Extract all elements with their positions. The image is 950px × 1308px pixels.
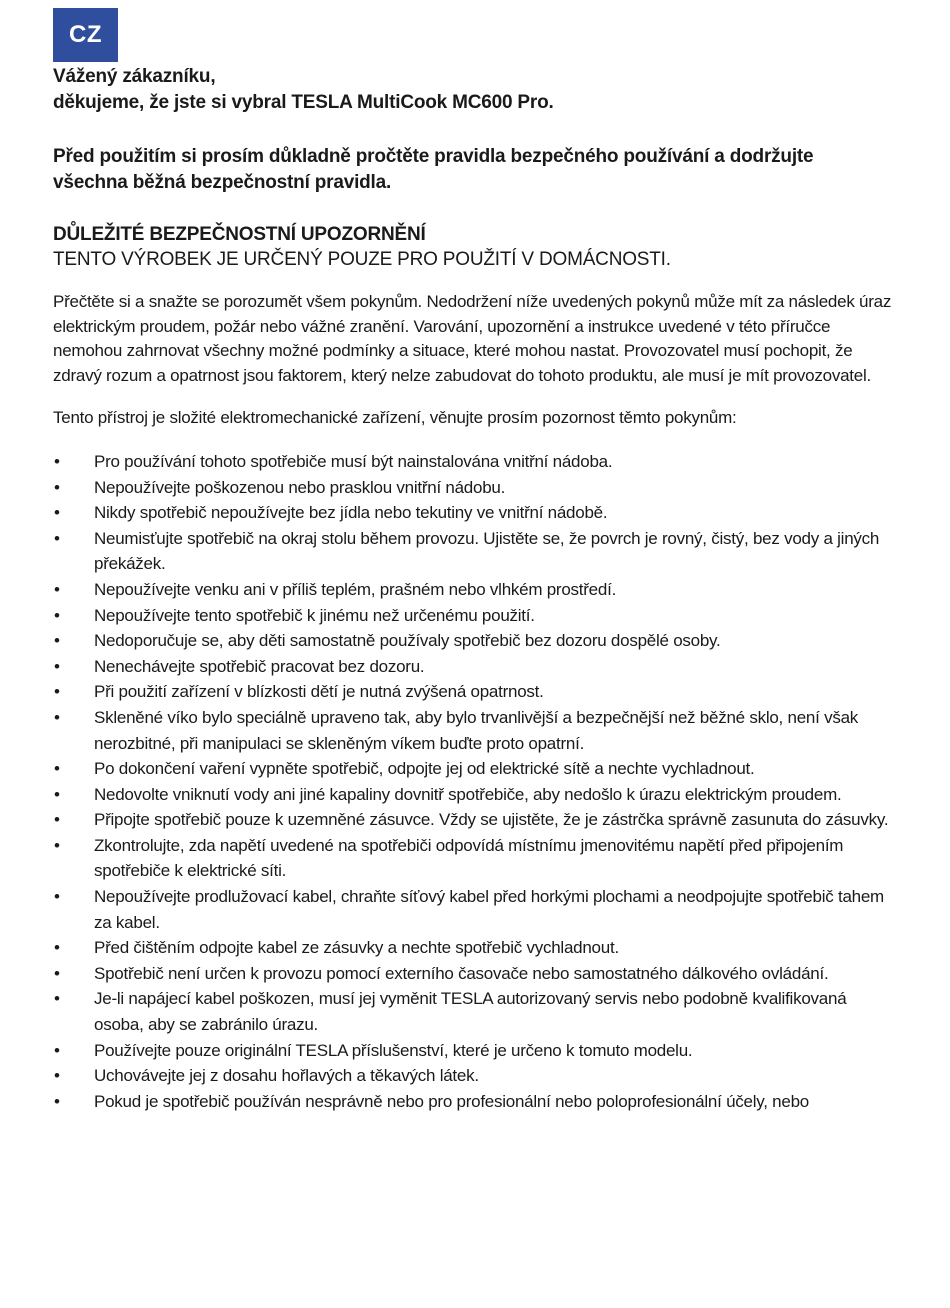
list-item <box>53 782 893 808</box>
list-item <box>53 986 893 1037</box>
bullet-icon: • <box>54 810 60 830</box>
bullet-icon: • <box>54 503 60 523</box>
greeting-line-2: děkujeme, že jste si vybral TESLA MultiCook MC600 Pro. <box>53 92 554 113</box>
greeting-line-1: Vážený zákazníku, <box>53 66 216 87</box>
instructions-paragraph: Přečtěte si a snažte se porozumět všem pokynům. Nedodržení níže uvedených pokynů může mít za následek úraz elektrickým proudem, požár nebo vážné zranění. Varování, upozornění a instrukce uvedené v této příručce nemohou zahrnovat všechny možné podmínky a situace, které mohou nastat. Provozovatel musí pochopit, že zdravý rozum a opatrnost jsou faktorem, který nelze zabudovat do tohoto produktu, ale musí je mít provozovatel. <box>53 292 892 385</box>
list-item <box>53 833 893 884</box>
list-item <box>53 449 893 475</box>
bullet-icon: • <box>54 989 60 1009</box>
list-item-text: Připojte spotřebič pouze k uzemněné zásuvce. Vždy se ujistěte, že je zástrčka správně zasunuta do zásuvky. <box>94 810 889 830</box>
list-item-text: Při použití zařízení v blízkosti dětí je nutná zvýšená opatrnost. <box>94 682 544 702</box>
list-item-text: Používejte pouze originální TESLA příslušenství, které je určeno k tomuto modelu. <box>94 1040 693 1060</box>
bullet-icon: • <box>54 579 60 599</box>
list-item-text: Nepoužívejte tento spotřebič k jinému než určenému použití. <box>94 605 535 625</box>
list-item-text: Nepoužívejte prodlužovací kabel, chraňte síťový kabel před horkými plochami a neodpojujte spotřebič tahem za kabel. <box>94 887 884 932</box>
list-item <box>53 500 893 526</box>
list-item <box>53 961 893 987</box>
bullet-icon: • <box>54 784 60 804</box>
list-item-text: Nenechávejte spotřebič pracovat bez dozoru. <box>94 656 425 676</box>
bullet-icon: • <box>54 963 60 983</box>
list-item-text: Pokud je spotřebič používán nesprávně nebo pro profesionální nebo poloprofesionální účely, nebo <box>94 1091 810 1111</box>
bullet-icon: • <box>54 1040 60 1060</box>
list-item-text: Neumisťujte spotřebič na okraj stolu během provozu. Ujistěte se, že povrch je rovný, čistý, bez vody a jiných překážek. <box>94 528 880 574</box>
list-item-text: Nikdy spotřebič nepoužívejte bez jídla nebo tekutiny ve vnitřní nádobě. <box>94 503 608 523</box>
list-item-text: Skleněné víko bylo speciálně upraveno tak, aby bylo trvanlivější a bezpečnější než běžné sklo, není však nerozbitné, při manipulaci se skleněným víkem buďte proto opatrní. <box>94 707 859 753</box>
bullet-icon: • <box>54 451 60 471</box>
list-item-text: Před čištěním odpojte kabel ze zásuvky a nechte spotřebič vychladnout. <box>94 938 619 958</box>
greeting <box>53 64 893 116</box>
bullet-icon: • <box>54 887 60 907</box>
language-badge: CZ <box>53 8 118 62</box>
list-item <box>53 628 893 654</box>
list-item <box>53 884 893 935</box>
list-item-text: Uchovávejte jej z dosahu hořlavých a těkavých látek. <box>94 1066 479 1086</box>
list-item-text: Nedoporučuje se, aby děti samostatně používaly spotřebič bez dozoru dospělé osoby. <box>94 631 721 651</box>
intro-text: Před použitím si prosím důkladně pročtěte pravidla bezpečného používání a dodržujte všechna běžná bezpečnostní pravidla. <box>53 146 814 193</box>
list-item-text: Pro používání tohoto spotřebiče musí být nainstalována vnitřní nádoba. <box>94 451 613 471</box>
list-item <box>53 1038 893 1064</box>
list-item <box>53 654 893 680</box>
bullet-icon: • <box>54 835 60 855</box>
bullet-icon: • <box>54 631 60 651</box>
list-item <box>53 577 893 603</box>
bullet-icon: • <box>54 656 60 676</box>
list-item <box>53 807 893 833</box>
list-item-text: Nepoužívejte venku ani v příliš teplém, prašném nebo vlhkém prostředí. <box>94 579 617 599</box>
list-item-text: Po dokončení vaření vypněte spotřebič, odpojte jej od elektrické sítě a nechte vychladnout. <box>94 759 755 779</box>
list-item <box>53 705 893 756</box>
document-body <box>53 64 893 1114</box>
list-item <box>53 756 893 782</box>
safety-rules-list <box>53 449 893 1114</box>
bullet-icon: • <box>54 477 60 497</box>
bullet-icon: • <box>54 605 60 625</box>
list-item-text: Zkontrolujte, zda napětí uvedené na spotřebiči odpovídá místnímu jmenovitému napětí před připojením spotřebiče k elektrické síti. <box>94 835 844 881</box>
list-item <box>53 1063 893 1089</box>
bullet-icon: • <box>54 1091 60 1111</box>
bullet-icon: • <box>54 1066 60 1086</box>
bullet-icon: • <box>54 528 60 548</box>
household-use-notice: TENTO VÝROBEK JE URČENÝ POUZE PRO POUŽITÍ V DOMÁCNOSTI. <box>53 249 671 270</box>
list-item <box>53 935 893 961</box>
list-item-text: Nepoužívejte poškozenou nebo prasklou vnitřní nádobu. <box>94 477 506 497</box>
list-item <box>53 475 893 501</box>
bullet-icon: • <box>54 707 60 727</box>
list-item <box>53 526 893 577</box>
list-item <box>53 1089 893 1115</box>
list-item-text: Je-li napájecí kabel poškozen, musí jej vyměnit TESLA autorizovaný servis nebo podobně kvalifikovaná osoba, aby se zabránilo úrazu. <box>94 989 847 1035</box>
list-item-text: Spotřebič není určen k provozu pomocí externího časovače nebo samostatného dálkového ovládání. <box>94 963 829 983</box>
bullet-icon: • <box>54 938 60 958</box>
bullet-icon: • <box>54 682 60 702</box>
bullet-icon: • <box>54 759 60 779</box>
list-item-text: Nedovolte vniknutí vody ani jiné kapaliny dovnitř spotřebiče, aby nedošlo k úrazu elektrickým proudem. <box>94 784 842 804</box>
safety-heading: DŮLEŽITÉ BEZPEČNOSTNÍ UPOZORNĚNÍ <box>53 224 426 245</box>
list-item <box>53 679 893 705</box>
list-item <box>53 603 893 629</box>
device-notice-paragraph: Tento přístroj je složité elektromechanické zařízení, věnujte prosím pozornost těmto pokynům: <box>53 408 737 428</box>
